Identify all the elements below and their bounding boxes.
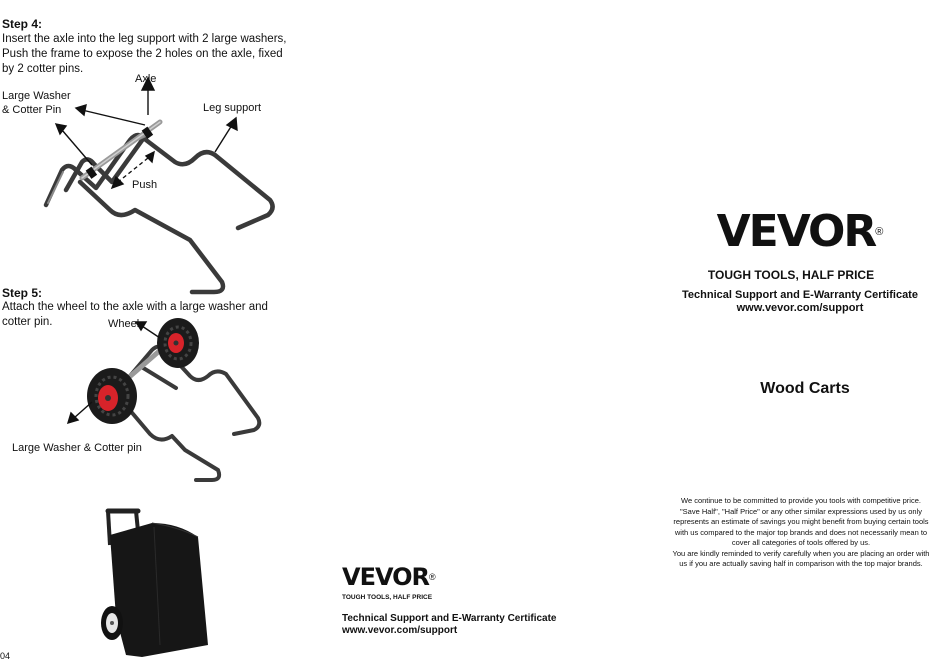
- cover-support: [650, 289, 950, 314]
- disclaimer-line: We continue to be committed to provide you tools with competitive price.: [681, 496, 921, 505]
- back-cover-panel: [342, 565, 582, 636]
- step5-washer-label: Large Washer & Cotter pin: [12, 442, 142, 454]
- arrow-icon: [146, 152, 154, 162]
- registered-mark: ®: [429, 572, 436, 582]
- vevor-logo: [660, 208, 940, 266]
- arrow-icon: [227, 118, 237, 130]
- disclaimer: [652, 496, 950, 570]
- vevor-logo-small: [342, 565, 582, 593]
- leg-support-label: Leg support: [203, 102, 262, 114]
- tagline: TOUGH TOOLS, HALF PRICE: [342, 594, 433, 601]
- wheel-rear: [157, 318, 199, 368]
- wheel-label: Wheel: [108, 318, 140, 330]
- step5-wheel-diagram: [0, 310, 300, 490]
- leg-support-frame: [46, 132, 273, 292]
- arrow-icon: [68, 413, 78, 423]
- cart-cover-image: [90, 505, 220, 660]
- page-number: 04: [0, 651, 11, 661]
- support-url[interactable]: www.vevor.com/support: [342, 625, 458, 636]
- registered-mark: ®: [875, 226, 884, 238]
- product-title: Wood Carts: [760, 380, 850, 397]
- wheel-front: [87, 368, 137, 424]
- step4-title: Step 4:: [2, 17, 43, 31]
- disclaimer-line: You are kindly reminded to verify carefully when you are placing an order with: [672, 548, 930, 558]
- disclaimer-line: "Save Half", "Half Price" or any other similar expressions used by us only: [680, 506, 922, 516]
- step5-title: Step 5:: [2, 286, 43, 300]
- axle-label: Axle: [135, 73, 157, 85]
- tagline: TOUGH TOOLS, HALF PRICE: [707, 268, 875, 282]
- arrow-icon: [76, 105, 86, 115]
- disclaimer-line: with us compared to the major top brands and does not necessarily mean to: [674, 527, 928, 537]
- brand-logo-text: VEVOR: [716, 206, 876, 257]
- support-title: Technical Support and E-Warranty Certificate: [682, 289, 918, 301]
- washer-label-line2: & Cotter Pin: [2, 104, 62, 116]
- step4-text: Insert the axle into the leg support with 2 large washers, Push the frame to expose the 2 holes on the axle, fixed by 2 cotter pins.: [2, 33, 287, 75]
- brand-logo-text: VEVOR: [342, 563, 430, 591]
- front-cover-header: [660, 208, 940, 282]
- washer-label-line1: Large Washer: [2, 90, 71, 102]
- support-url[interactable]: www.vevor.com/support: [736, 302, 864, 314]
- step5-text: Attach the wheel to the axle with a large washer and cotter pin.: [2, 301, 268, 328]
- disclaimer-line: represents an estimate of savings you might benefit from buying certain tools: [673, 517, 929, 526]
- support-title: Technical Support and E-Warranty Certificate: [342, 613, 557, 624]
- disclaimer-line: cover all categories of tools offered by us.: [731, 538, 871, 547]
- push-label: Push: [132, 179, 158, 191]
- disclaimer-line: us if you are actually saving half in comparison with the top major brands.: [679, 559, 923, 568]
